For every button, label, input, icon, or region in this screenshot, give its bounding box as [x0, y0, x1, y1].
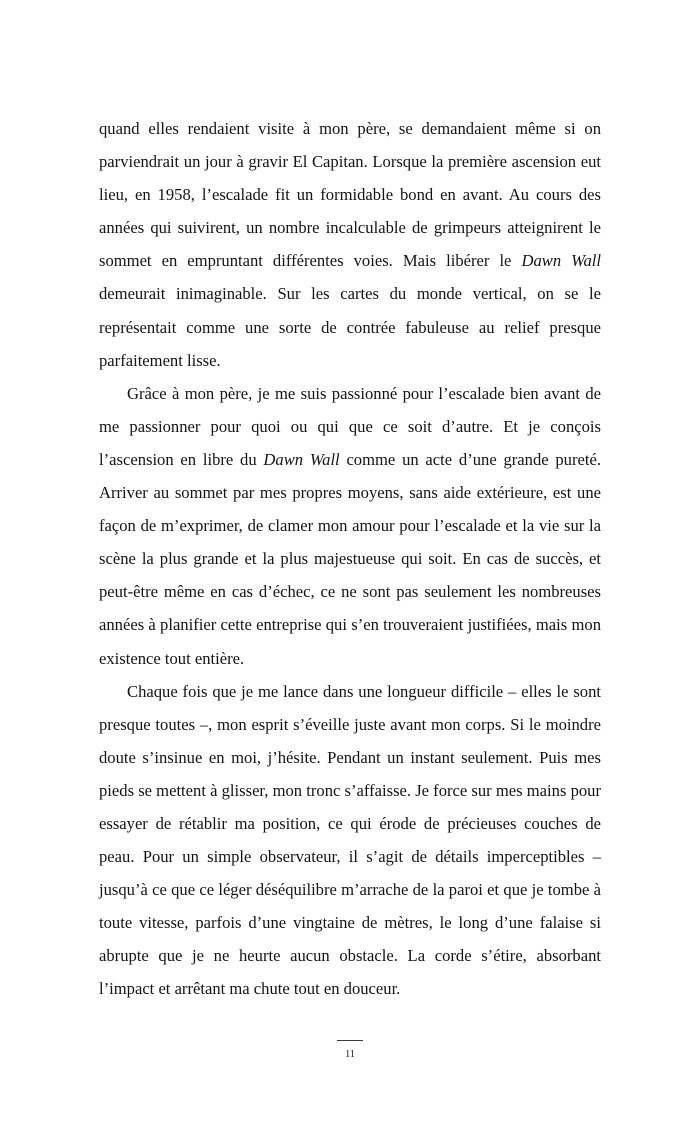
page-number: 11: [344, 1049, 356, 1060]
text-run: Grâce à mon père, je me suis passionné pour l’escalade bien avant de me passionner pour quoi ou qui que ce soit d’autre. Et je conçois l’ascension en libre du: [99, 383, 601, 469]
page-footer: [0, 1040, 700, 1061]
text-run: quand elles rendaient visite à mon père, se demandaient même si on parviendrait un jour à gravir El Capitan. Lorsque la première ascension eut lieu, en 1958, l’escalade fit un formidable bond en avant. Au cours des années qui suivirent, un nombre incalculable de grimpeurs atteignirent le sommet en empruntant différentes voies. Mais libérer le: [99, 119, 601, 271]
text-run: demeurait inimaginable. Sur les cartes du monde vertical, on se le représentait comme une sorte de contrée fabuleuse au relief presque parfaitement lisse.: [99, 284, 601, 370]
text-run: Chaque fois que je me lance dans une longueur difficile – elles le sont presque toutes –, mon esprit s’éveille juste avant mon corps. Si le moindre doute s’insinue en moi, j’hésite. Pendant un instant seulement. Puis mes pieds se mettent à glisser, mon tronc s’affaisse. Je force sur mes mains pour essayer de rétablir ma position, ce qui érode de précieuses couches de peau. Pour un simple observateur, il s’agit de détails imperceptibles – jusqu’à ce que ce léger déséquilibre m’arrache de la paroi et que je tombe à toute vitesse, parfois d’une vingtaine de mètres, le long d’une falaise si abrupte que je ne heurte aucun obstacle. La corde s’étire, absorbant l’impact et arrêtant ma chute tout en douceur.: [99, 681, 601, 999]
footer-divider: [337, 1040, 363, 1041]
paragraph-1: [99, 112, 601, 377]
italic-title: Dawn Wall: [521, 251, 601, 271]
text-run: comme un acte d’une grande pureté. Arriver au sommet par mes propres moyens, sans aide extérieure, est une façon de m’exprimer, de clamer mon amour pour l’escalade et la vie sur la scène la plus grande et la plus majestueuse qui soit. En cas de succès, et peut-être même en cas d’échec, ce ne sont pas seulement les nombreuses années à planifier cette entreprise qui s’en trouveraient justifiées, mais mon existence tout entière.: [99, 449, 601, 668]
paragraph-2: [99, 377, 601, 675]
paragraph-3: [99, 675, 601, 1006]
italic-title: Dawn Wall: [263, 449, 340, 469]
body-text-column: [99, 112, 601, 1006]
